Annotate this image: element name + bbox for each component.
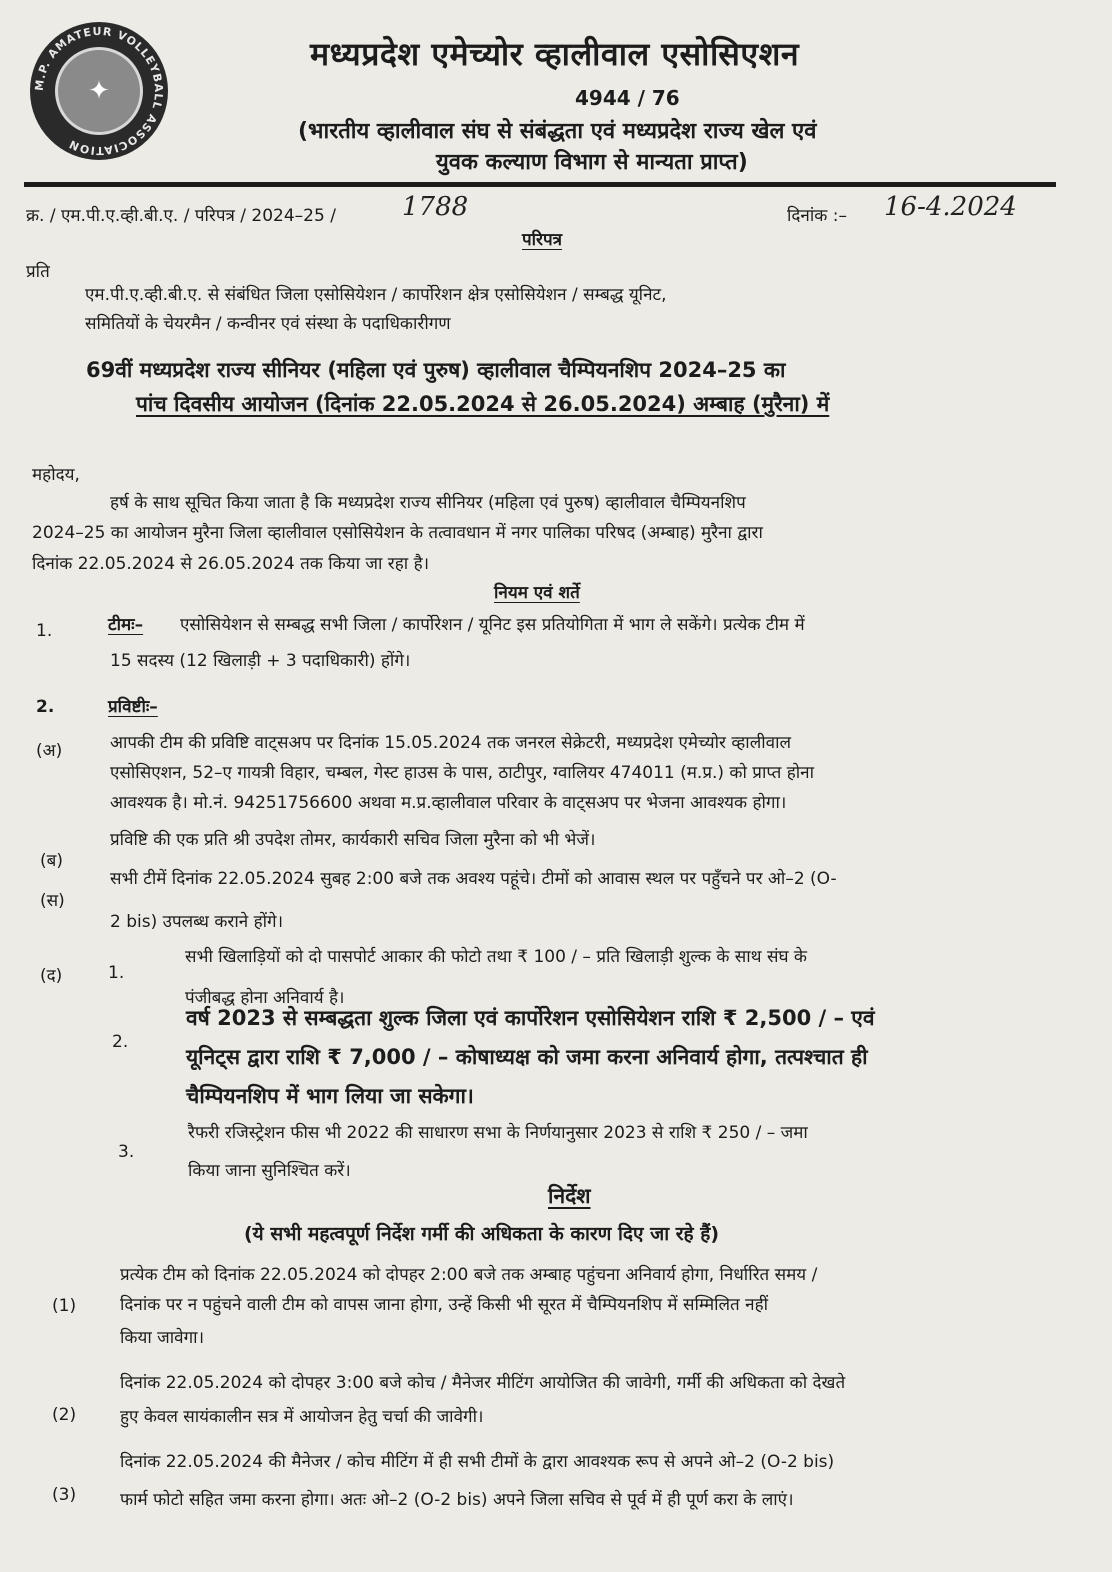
rule-2b-mark: (ब) (40, 851, 63, 871)
intro-line-1: हर्ष के साथ सूचित किया जाता है कि मध्यप्रदेश राज्य सीनियर (महिला एवं पुरुष) व्हालीवाल चैम्पियनशिप (110, 493, 746, 513)
association-logo (30, 22, 168, 160)
subject-line-2: पांच दिवसीय आयोजन (दिनांक 22.05.2024 से 26.05.2024) अम्बाह (मुरैना) में (136, 392, 830, 416)
rule-2d-mark: (द) (40, 966, 63, 986)
direction-2-number: (2) (52, 1405, 77, 1425)
document-type: परिपत्र (522, 230, 563, 250)
rule-2d-1-line-2: पंजीबद्ध होना अनिवार्य है। (185, 988, 345, 1008)
rule-2c-line-1: सभी टीमें दिनांक 22.05.2024 सुबह 2:00 बजे तक अवश्य पहूंचे। टीमों को आवास स्थल पर पहुँचने पर ओ–2 (O- (110, 869, 837, 889)
salutation: महोदय, (32, 465, 80, 485)
rule-2-label: प्रविष्टीः– (108, 697, 158, 717)
rule-2d-3-number: 3. (118, 1142, 135, 1162)
directions-heading: निर्देश (548, 1184, 591, 1208)
rule-2c-line-2: 2 bis) उपलब्ध कराने होंगे। (110, 912, 284, 932)
rule-2d-2-line-1: वर्ष 2023 से सम्बद्धता शुल्क जिला एवं कार्पोरेशन एसोसियेशन राशि ₹ 2,500 / – एवं (186, 1006, 875, 1030)
rule-2a-line-1: आपकी टीम की प्रविष्टि वाट्सअप पर दिनांक 15.05.2024 तक जनरल सेक्रेटरी, मध्यप्रदेश एमेच्योर व्हालीवाल (110, 733, 792, 753)
rule-2a-line-3: आवश्यक है। मो.नं. 9425‌1756600 अथवा म.प्र.व्हालीवाल परिवार के वाट्सअप पर भेजना आवश्यक होगा। (110, 793, 787, 813)
subject-line-1: 69वीं मध्यप्रदेश राज्य सीनियर (महिला एवं पुरुष) व्हालीवाल चैम्पियनशिप 2024–25 का (86, 358, 786, 382)
direction-1-line-3: किया जावेगा। (120, 1328, 205, 1348)
affiliation-line-2: युवक कल्याण विभाग से मान्यता प्राप्त) (436, 150, 748, 175)
rule-1-label: टीमः– (108, 615, 144, 635)
logo-ring (30, 22, 168, 160)
org-title: मध्यप्रदेश एमेच्योर व्हालीवाल एसोसिएशन (310, 35, 800, 73)
rule-1-line-2: 15 सदस्य (12 खिलाड़ी + 3 पदाधिकारी) होंगे। (110, 651, 411, 671)
direction-3-number: (3) (52, 1485, 77, 1505)
registration-number: 4944 / 76 (575, 86, 680, 110)
rule-1-number: 1. (36, 621, 53, 641)
rule-2-number: 2. (36, 697, 55, 717)
directions-subheading: (ये सभी महत्वपूर्ण निर्देश गर्मी की अधिकता के कारण दिए जा रहे हैं) (244, 1223, 719, 1245)
direction-2-line-1: दिनांक 22.05.2024 को दोपहर 3:00 बजे कोच / मैनेजर मीटिंग आयोजित की जावेगी, गर्मी की अधिकता को देखते (120, 1373, 846, 1393)
rule-2d-2-number: 2. (112, 1032, 129, 1052)
reference-number: 1788 (402, 192, 469, 222)
intro-line-3: दिनांक 22.05.2024 से 26.05.2024 तक किया जा रहा है। (32, 554, 430, 574)
rule-2a-mark: (अ) (36, 741, 63, 761)
to-label: प्रति (26, 262, 50, 282)
rule-2c-mark: (स) (40, 891, 65, 911)
direction-3-line-2: फार्म फोटो सहित जमा करना होगा। अतः ओ–2 (O-2 bis) अपने जिला सचिव से पूर्व में ही पूर्ण करा के लाएं। (120, 1490, 794, 1510)
date-value: 16-4.2024 (884, 192, 1017, 222)
header-divider (24, 182, 1056, 187)
intro-line-2: 2024–25 का आयोजन मुरैना जिला व्हालीवाल एसोसियेशन के तत्वावधान में नगर पालिका परिषद (अम्बाह) मुरैना द्वारा (32, 523, 763, 543)
direction-1-number: (1) (52, 1296, 77, 1316)
rules-heading: नियम एवं शर्ते (494, 583, 580, 603)
rule-1-line-1: एसोसियेशन से सम्बद्ध सभी जिला / कार्पोरेशन / यूनिट इस प्रतियोगिता में भाग ले सकेंगे। प्रत्येक टीम में (180, 615, 805, 635)
rule-2d-2-line-2: यूनिट्स द्वारा राशि ₹ 7,000 / – कोषाध्यक्ष को जमा करना अनिवार्य होगा, तत्पश्चात ही (186, 1045, 868, 1069)
direction-1-line-2: दिनांक पर न पहुंचने वाली टीम को वापस जाना होगा, उन्हें किसी भी सूरत में चैम्पियनशिप में सम्मिलित नहीं (120, 1295, 769, 1315)
rule-2d-1-line-1: सभी खिलाड़ियों को दो पासपोर्ट आकार की फोटो तथा ₹ 100 / – प्रति खिलाड़ी शुल्क के साथ संघ के (185, 947, 807, 967)
affiliation-line-1: (भारतीय व्हालीवाल संघ से संबंद्धता एवं मध्यप्रदेश राज्य खेल एवं (298, 119, 817, 144)
rule-2d-3-line-2: किया जाना सुनिश्चित करें। (188, 1161, 351, 1181)
to-line-1: एम.पी.ए.व्ही.बी.ए. से संबंधित जिला एसोसियेशन / कार्पोरेशन क्षेत्र एसोसियेशन / सम्बद्ध यूनिट, (85, 285, 667, 305)
date-label: दिनांक :– (787, 206, 847, 226)
svg-text:M.P. AMATEUR VOLLEYBALL ASSOCI (33, 25, 165, 157)
rule-2d-3-line-1: रैफरी रजिस्ट्रेशन फीस भी 2022 की साधारण सभा के निर्णयानुसार 2023 से राशि ₹ 250 / – जमा (188, 1123, 808, 1143)
direction-2-line-2: हुए केवल सायंकालीन सत्र में आयोजन हेतु चर्चा की जावेगी। (120, 1407, 484, 1427)
rule-2a-line-2: एसोसिएशन, 52–ए गायत्री विहार, चम्बल, गेस्ट हाउस के पास, ठाटीपुर, ग्वालियर 474011 (म.प्र.) को प्राप्त होना (110, 763, 814, 783)
rule-2b-line-1: प्रविष्टि की एक प्रति श्री उपदेश तोमर, कार्यकारी सचिव जिला मुरैना को भी भेजें। (110, 830, 596, 850)
direction-1-line-1: प्रत्येक टीम को दिनांक 22.05.2024 को दोपहर 2:00 बजे तक अम्बाह पहुंचना अनिवार्य होगा, निर्धारित समय / (120, 1265, 818, 1285)
logo-text: M.P. AMATEUR VOLLEYBALL ASSOCIATION (32, 24, 166, 158)
direction-3-line-1: दिनांक 22.05.2024 की मैनेजर / कोच मीटिंग में ही सभी टीमों के द्वारा आवश्यक रूप से अपने ओ–2 (O-2 bis) (120, 1452, 835, 1472)
reference-prefix: क्र. / एम.पी.ए.व्ही.बी.ए. / परिपत्र / 2024–25 / (26, 206, 336, 226)
tiger-emblem-icon: ✦ (55, 47, 143, 135)
to-line-2: समितियों के चेयरमैन / कन्वीनर एवं संस्था के पदाधिकारीगण (85, 314, 451, 334)
rule-2d-1-number: 1. (108, 963, 125, 983)
rule-2d-2-line-3: चैम्पियनशिप में भाग लिया जा सकेगा। (186, 1084, 474, 1108)
